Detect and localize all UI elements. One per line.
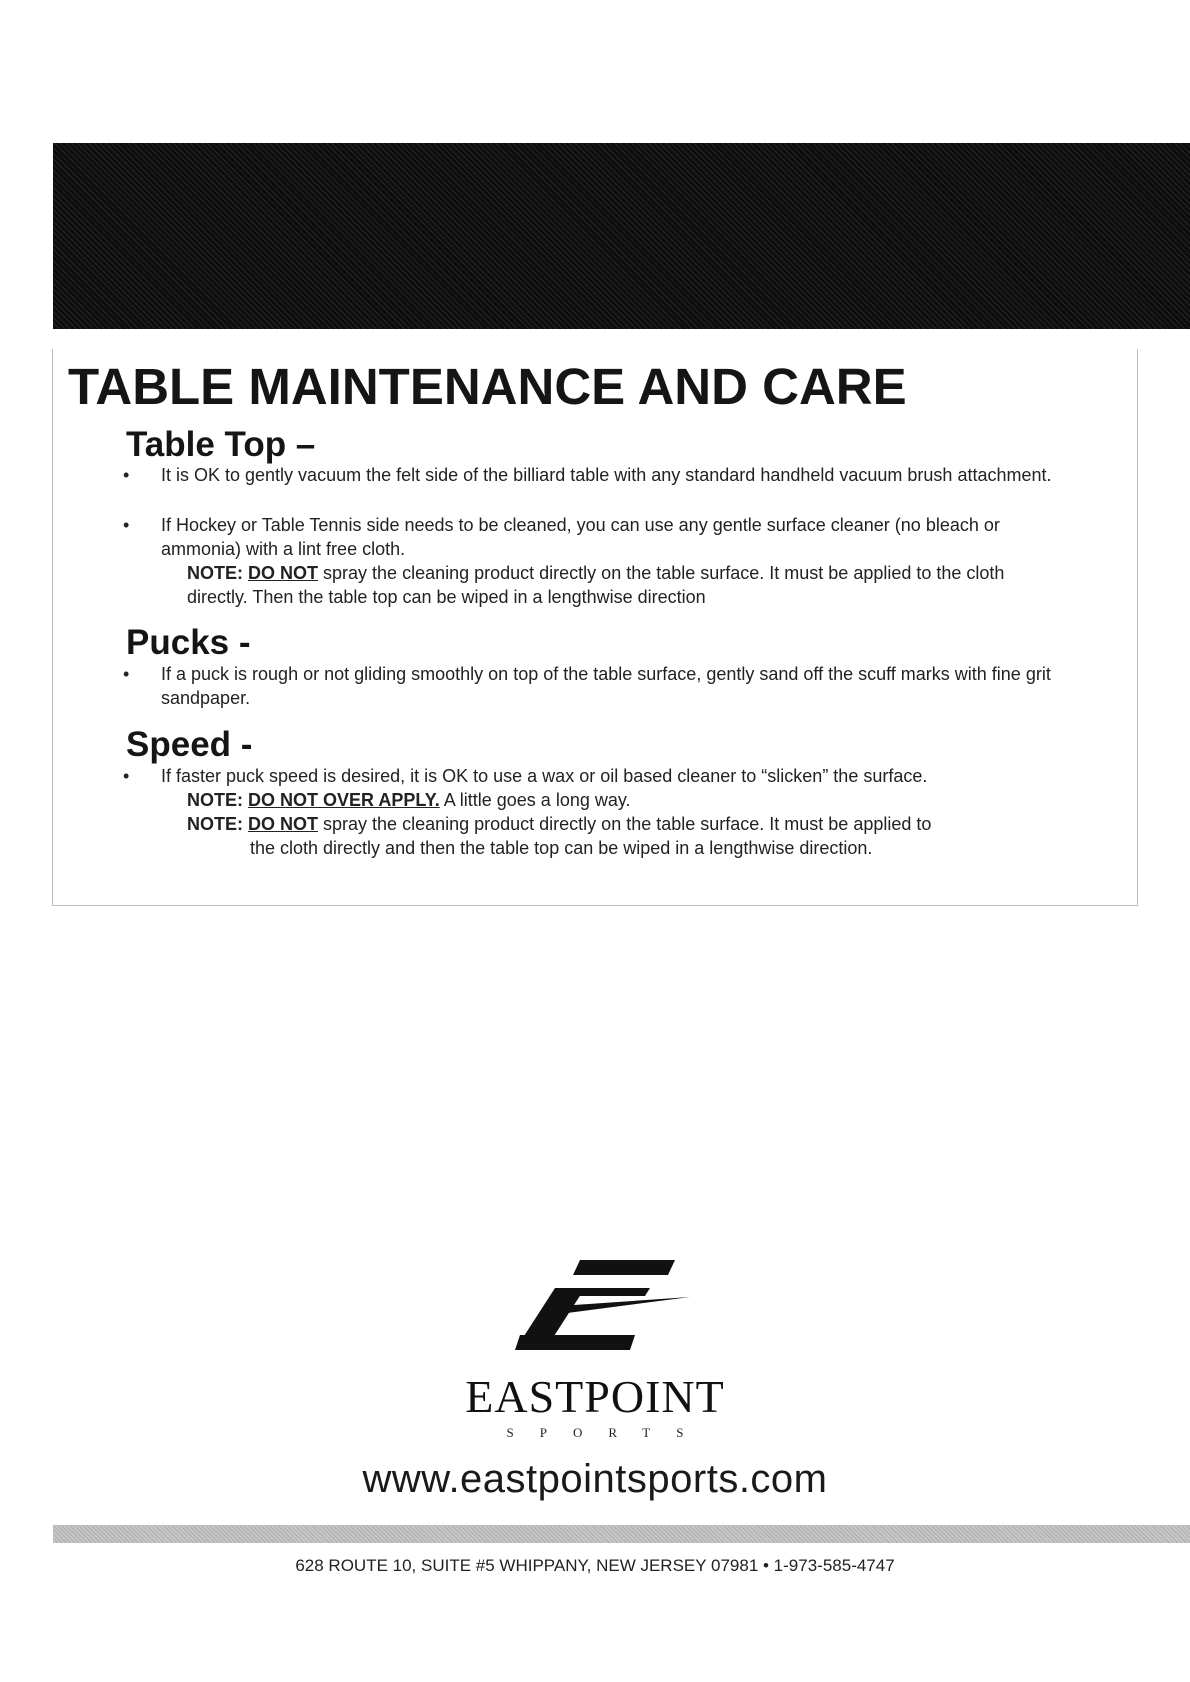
- pucks-bullet-1: If a puck is rough or not gliding smoothly on top of the table surface, gently sand off the scuff marks with fine grit sandpaper.: [161, 664, 1051, 708]
- section-heading-speed: Speed -: [126, 725, 253, 764]
- bullet-icon: •: [123, 465, 130, 485]
- note-text: A little goes a long way.: [443, 790, 631, 810]
- speed-bullet-1: If faster puck speed is desired, it is OK to use a wax or oil based cleaner to “slicken” the surface.: [161, 766, 928, 786]
- note-label: NOTE:: [187, 563, 243, 583]
- speed-note-2-continued: the cloth directly and then the table top can be wiped in a lengthwise direction.: [250, 838, 873, 858]
- brand-subtitle: SPORTS: [506, 1425, 710, 1440]
- header-banner: [53, 143, 1190, 329]
- website-link[interactable]: www.eastpointsports.com: [362, 1457, 828, 1501]
- table-top-note: [187, 561, 1067, 609]
- note-label: NOTE:: [187, 814, 243, 834]
- brand-name: EASTPOINT: [465, 1371, 725, 1422]
- note-emphasis: DO NOT OVER APPLY.: [248, 790, 440, 810]
- section-heading-table-top: Table Top –: [126, 425, 316, 464]
- bullet-icon: •: [123, 664, 130, 684]
- section-heading-pucks: Pucks -: [126, 623, 251, 662]
- speed-note-2: [187, 812, 1067, 836]
- note-emphasis: DO NOT: [248, 814, 319, 834]
- eastpoint-logo-icon: [500, 1255, 700, 1355]
- speed-note-1: [187, 788, 1067, 812]
- table-top-bullet-1: It is OK to gently vacuum the felt side of the billiard table with any standard handheld vacuum brush attachment.: [161, 465, 1052, 485]
- company-address: 628 ROUTE 10, SUITE #5 WHIPPANY, NEW JERSEY 07981 • 1-973-585-4747: [295, 1556, 895, 1575]
- note-text: spray the cleaning product directly on the table surface. It must be applied to the cloth directly. Then the table top can be wiped in a lengthwise direction: [187, 563, 1005, 607]
- table-top-bullet-2: If Hockey or Table Tennis side needs to be cleaned, you can use any gentle surface cleaner (no bleach or ammonia) with a lint free cloth.: [161, 515, 1000, 559]
- note-text: spray the cleaning product directly on the table surface. It must be applied to: [323, 814, 932, 834]
- note-emphasis: DO NOT: [248, 563, 319, 583]
- footer-divider: [53, 1525, 1190, 1543]
- bullet-icon: •: [123, 766, 130, 786]
- bullet-icon: •: [123, 515, 130, 535]
- page-title: TABLE MAINTENANCE AND CARE: [68, 358, 907, 415]
- note-label: NOTE:: [187, 790, 243, 810]
